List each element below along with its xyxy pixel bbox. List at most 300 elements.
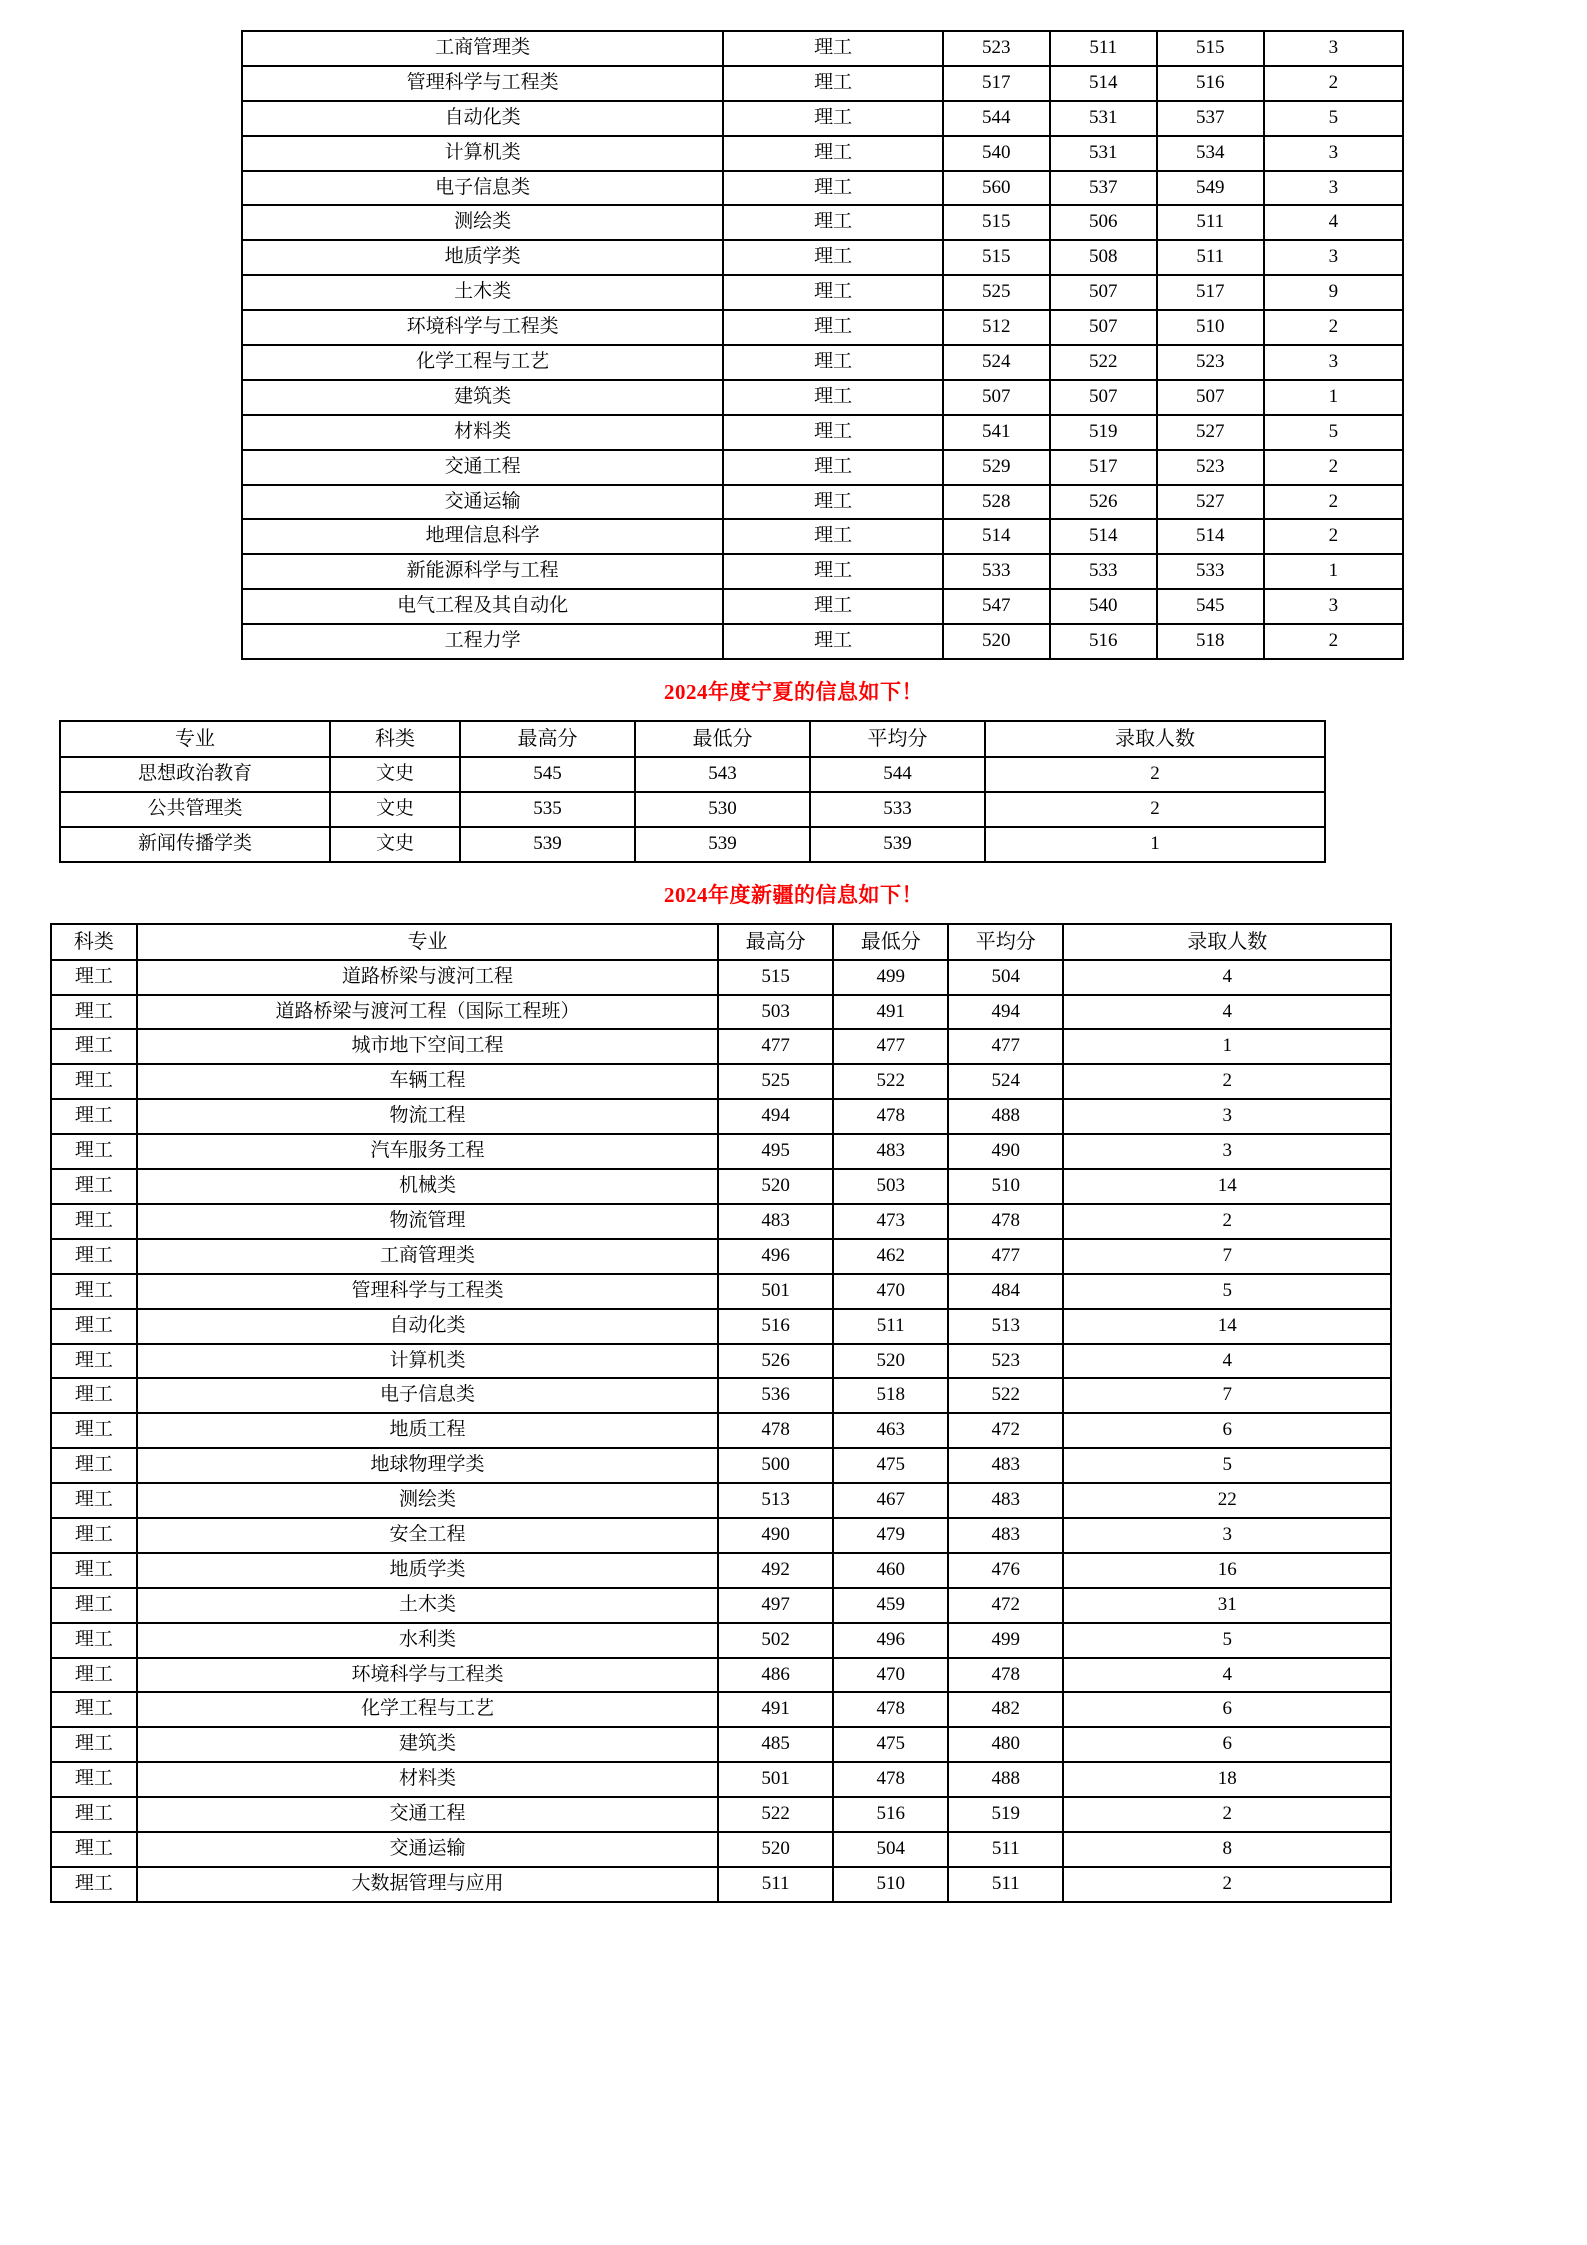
- cell-max-score: 522: [718, 1797, 833, 1832]
- spacer-cell: [30, 995, 51, 1030]
- cell-major: 物流管理: [137, 1204, 718, 1239]
- table-row: [30, 450, 1557, 485]
- spacer-cell: [30, 415, 242, 450]
- col-header-avg: 平均分: [810, 721, 985, 757]
- table-row: [30, 1169, 1557, 1204]
- spacer-cell: [30, 136, 242, 171]
- spacer-cell: [30, 1762, 51, 1797]
- cell-avg-score: 476: [948, 1553, 1063, 1588]
- cell-min-score: 496: [833, 1623, 948, 1658]
- cell-admitted-count: 3: [1264, 589, 1403, 624]
- cell-max-score: 520: [718, 1832, 833, 1867]
- cell-major: 地球物理学类: [137, 1448, 718, 1483]
- table-row: [30, 1029, 1557, 1064]
- cell-kelei: 理工: [51, 1344, 137, 1379]
- cell-avg-score: 539: [810, 827, 985, 862]
- cell-max-score: 515: [943, 205, 1050, 240]
- table-row: [30, 792, 1557, 827]
- table-row: [30, 485, 1557, 520]
- cell-admitted-count: 2: [985, 792, 1325, 827]
- cell-min-score: 470: [833, 1274, 948, 1309]
- table-row: [30, 415, 1557, 450]
- cell-major: 工商管理类: [242, 31, 724, 66]
- spacer-cell: [30, 101, 242, 136]
- cell-major: 安全工程: [137, 1518, 718, 1553]
- cell-kelei: 理工: [723, 205, 942, 240]
- cell-admitted-count: 3: [1264, 171, 1403, 206]
- cell-major: 城市地下空间工程: [137, 1029, 718, 1064]
- cell-kelei: 理工: [51, 1413, 137, 1448]
- table-row: [30, 1588, 1557, 1623]
- spacer-cell: [30, 275, 242, 310]
- cell-max-score: 507: [943, 380, 1050, 415]
- cell-max-score: 515: [943, 240, 1050, 275]
- cell-admitted-count: 2: [985, 757, 1325, 792]
- cell-avg-score: 483: [948, 1518, 1063, 1553]
- table-row: [30, 1797, 1557, 1832]
- table-xinjiang-body: [30, 960, 1557, 1902]
- spacer-cell: [30, 1309, 51, 1344]
- cell-max-score: 523: [943, 31, 1050, 66]
- cell-avg-score: 517: [1157, 275, 1264, 310]
- cell-admitted-count: 4: [1264, 205, 1403, 240]
- col-header-max: 最高分: [718, 924, 833, 960]
- cell-avg-score: 544: [810, 757, 985, 792]
- table-liaoning-body: [30, 31, 1557, 659]
- cell-min-score: 463: [833, 1413, 948, 1448]
- cell-max-score: 516: [718, 1309, 833, 1344]
- cell-major: 化学工程与工艺: [242, 345, 724, 380]
- table-row: [30, 1553, 1557, 1588]
- cell-kelei: 理工: [51, 1099, 137, 1134]
- cell-kelei: 文史: [330, 792, 460, 827]
- cell-admitted-count: 14: [1063, 1309, 1391, 1344]
- table-row: [30, 275, 1557, 310]
- cell-kelei: 文史: [330, 827, 460, 862]
- cell-avg-score: 488: [948, 1762, 1063, 1797]
- cell-min-score: 514: [1050, 519, 1157, 554]
- table-row: [30, 240, 1557, 275]
- cell-max-score: 536: [718, 1378, 833, 1413]
- col-header-min: 最低分: [833, 924, 948, 960]
- spacer-cell: [30, 1274, 51, 1309]
- cell-avg-score: 511: [948, 1867, 1063, 1902]
- cell-admitted-count: 2: [1063, 1867, 1391, 1902]
- cell-major: 大数据管理与应用: [137, 1867, 718, 1902]
- cell-min-score: 459: [833, 1588, 948, 1623]
- cell-major: 电子信息类: [242, 171, 724, 206]
- cell-max-score: 517: [943, 66, 1050, 101]
- cell-kelei: 理工: [51, 1029, 137, 1064]
- cell-admitted-count: 3: [1264, 240, 1403, 275]
- cell-min-score: 504: [833, 1832, 948, 1867]
- cell-admitted-count: 3: [1063, 1518, 1391, 1553]
- spacer-cell: [30, 1692, 51, 1727]
- cell-kelei: 理工: [51, 1588, 137, 1623]
- cell-avg-score: 511: [1157, 240, 1264, 275]
- cell-max-score: 497: [718, 1588, 833, 1623]
- table-row: [30, 1692, 1557, 1727]
- table-row: [30, 1239, 1557, 1274]
- cell-min-score: 511: [833, 1309, 948, 1344]
- cell-major: 思想政治教育: [60, 757, 330, 792]
- cell-max-score: 486: [718, 1658, 833, 1693]
- cell-kelei: 理工: [723, 275, 942, 310]
- table-row: [30, 554, 1557, 589]
- cell-max-score: 513: [718, 1483, 833, 1518]
- top-spacer: [30, 0, 1557, 30]
- cell-kelei: 理工: [51, 1658, 137, 1693]
- cell-max-score: 485: [718, 1727, 833, 1762]
- cell-kelei: 理工: [723, 240, 942, 275]
- cell-avg-score: 516: [1157, 66, 1264, 101]
- cell-kelei: 理工: [723, 485, 942, 520]
- spacer-cell: [30, 1483, 51, 1518]
- table-row: [30, 171, 1557, 206]
- cell-major: 交通运输: [242, 485, 724, 520]
- cell-min-score: 478: [833, 1099, 948, 1134]
- cell-min-score: 507: [1050, 275, 1157, 310]
- cell-major: 地质学类: [242, 240, 724, 275]
- spacer-cell: [30, 450, 242, 485]
- cell-admitted-count: 2: [1264, 310, 1403, 345]
- cell-major: 物流工程: [137, 1099, 718, 1134]
- table-header-row: [30, 721, 1557, 757]
- cell-min-score: 539: [635, 827, 810, 862]
- cell-max-score: 502: [718, 1623, 833, 1658]
- cell-major: 材料类: [242, 415, 724, 450]
- cell-avg-score: 537: [1157, 101, 1264, 136]
- cell-major: 地质工程: [137, 1413, 718, 1448]
- col-header-major: 专业: [60, 721, 330, 757]
- spacer-cell: [30, 1204, 51, 1239]
- cell-min-score: 507: [1050, 310, 1157, 345]
- table-row: [30, 1832, 1557, 1867]
- table-row: [30, 310, 1557, 345]
- cell-max-score: 533: [943, 554, 1050, 589]
- col-header-major: 专业: [137, 924, 718, 960]
- cell-min-score: 506: [1050, 205, 1157, 240]
- cell-kelei: 理工: [723, 624, 942, 659]
- cell-admitted-count: 2: [1063, 1204, 1391, 1239]
- cell-major: 管理科学与工程类: [242, 66, 724, 101]
- cell-min-score: 483: [833, 1134, 948, 1169]
- cell-major: 建筑类: [242, 380, 724, 415]
- cell-avg-score: 511: [1157, 205, 1264, 240]
- cell-kelei: 理工: [51, 1134, 137, 1169]
- cell-kelei: 理工: [51, 1274, 137, 1309]
- cell-admitted-count: 2: [1063, 1797, 1391, 1832]
- cell-max-score: 514: [943, 519, 1050, 554]
- spacer-cell: [30, 240, 242, 275]
- cell-max-score: 477: [718, 1029, 833, 1064]
- spacer-cell: [30, 1134, 51, 1169]
- cell-max-score: 492: [718, 1553, 833, 1588]
- cell-kelei: 理工: [723, 450, 942, 485]
- col-header-count: 录取人数: [1063, 924, 1391, 960]
- table-row: [30, 1099, 1557, 1134]
- cell-kelei: 理工: [51, 1797, 137, 1832]
- cell-kelei: 理工: [723, 519, 942, 554]
- cell-admitted-count: 22: [1063, 1483, 1391, 1518]
- table-row: [30, 380, 1557, 415]
- cell-major: 地质学类: [137, 1553, 718, 1588]
- spacer-cell: [30, 1448, 51, 1483]
- cell-major: 工程力学: [242, 624, 724, 659]
- spacer-cell: [30, 1029, 51, 1064]
- cell-avg-score: 523: [948, 1344, 1063, 1379]
- cell-min-score: 537: [1050, 171, 1157, 206]
- cell-admitted-count: 14: [1063, 1169, 1391, 1204]
- cell-avg-score: 507: [1157, 380, 1264, 415]
- cell-avg-score: 478: [948, 1658, 1063, 1693]
- table-row: [30, 827, 1557, 862]
- table-row: [30, 1134, 1557, 1169]
- cell-major: 土木类: [242, 275, 724, 310]
- cell-avg-score: 545: [1157, 589, 1264, 624]
- cell-max-score: 478: [718, 1413, 833, 1448]
- cell-min-score: 499: [833, 960, 948, 995]
- cell-kelei: 理工: [51, 1832, 137, 1867]
- table-row: [30, 1309, 1557, 1344]
- spacer-cell: [30, 205, 242, 240]
- cell-min-score: 475: [833, 1448, 948, 1483]
- cell-kelei: 理工: [51, 1623, 137, 1658]
- cell-min-score: 507: [1050, 380, 1157, 415]
- col-header-max: 最高分: [460, 721, 635, 757]
- cell-major: 土木类: [137, 1588, 718, 1623]
- table-row: [30, 589, 1557, 624]
- cell-admitted-count: 3: [1264, 345, 1403, 380]
- cell-kelei: 理工: [51, 1309, 137, 1344]
- table-row: [30, 1518, 1557, 1553]
- cell-major: 电子信息类: [137, 1378, 718, 1413]
- cell-avg-score: 478: [948, 1204, 1063, 1239]
- cell-min-score: 473: [833, 1204, 948, 1239]
- cell-kelei: 理工: [723, 66, 942, 101]
- cell-major: 工商管理类: [137, 1239, 718, 1274]
- spacer-cell: [30, 485, 242, 520]
- cell-avg-score: 514: [1157, 519, 1264, 554]
- spacer-cell: [30, 171, 242, 206]
- table-row: [30, 1064, 1557, 1099]
- cell-kelei: 理工: [51, 1239, 137, 1274]
- cell-major: 交通工程: [137, 1797, 718, 1832]
- table-xinjiang: [30, 923, 1557, 1903]
- cell-major: 车辆工程: [137, 1064, 718, 1099]
- table-row: [30, 1274, 1557, 1309]
- col-header-min: 最低分: [635, 721, 810, 757]
- cell-kelei: 理工: [723, 31, 942, 66]
- cell-kelei: 理工: [51, 1378, 137, 1413]
- cell-kelei: 理工: [51, 1169, 137, 1204]
- cell-avg-score: 483: [948, 1483, 1063, 1518]
- cell-avg-score: 504: [948, 960, 1063, 995]
- cell-avg-score: 490: [948, 1134, 1063, 1169]
- cell-major: 计算机类: [137, 1344, 718, 1379]
- table-ningxia-head: [30, 721, 1557, 757]
- spacer-cell: [30, 1099, 51, 1134]
- spacer-cell: [30, 345, 242, 380]
- cell-admitted-count: 2: [1264, 519, 1403, 554]
- cell-avg-score: 477: [948, 1239, 1063, 1274]
- cell-admitted-count: 18: [1063, 1762, 1391, 1797]
- cell-avg-score: 488: [948, 1099, 1063, 1134]
- cell-max-score: 541: [943, 415, 1050, 450]
- cell-major: 环境科学与工程类: [137, 1658, 718, 1693]
- spacer-cell: [30, 589, 242, 624]
- cell-major: 建筑类: [137, 1727, 718, 1762]
- cell-kelei: 理工: [51, 1692, 137, 1727]
- cell-min-score: 530: [635, 792, 810, 827]
- cell-major: 电气工程及其自动化: [242, 589, 724, 624]
- cell-kelei: 理工: [51, 960, 137, 995]
- cell-max-score: 491: [718, 1692, 833, 1727]
- cell-max-score: 520: [718, 1169, 833, 1204]
- cell-kelei: 理工: [51, 1064, 137, 1099]
- cell-avg-score: 515: [1157, 31, 1264, 66]
- cell-avg-score: 494: [948, 995, 1063, 1030]
- cell-avg-score: 513: [948, 1309, 1063, 1344]
- cell-max-score: 545: [460, 757, 635, 792]
- cell-avg-score: 482: [948, 1692, 1063, 1727]
- cell-admitted-count: 2: [1264, 624, 1403, 659]
- cell-min-score: 516: [1050, 624, 1157, 659]
- cell-major: 道路桥梁与渡河工程（国际工程班）: [137, 995, 718, 1030]
- cell-major: 化学工程与工艺: [137, 1692, 718, 1727]
- cell-min-score: 508: [1050, 240, 1157, 275]
- spacer-cell: [30, 1413, 51, 1448]
- cell-max-score: 520: [943, 624, 1050, 659]
- table-row: [30, 519, 1557, 554]
- table-xinjiang-head: [30, 924, 1557, 960]
- spacer-cell: [30, 792, 60, 827]
- cell-kelei: 理工: [51, 1518, 137, 1553]
- cell-avg-score: 518: [1157, 624, 1264, 659]
- cell-max-score: 511: [718, 1867, 833, 1902]
- spacer-cell: [30, 1867, 51, 1902]
- cell-admitted-count: 6: [1063, 1727, 1391, 1762]
- cell-kelei: 理工: [51, 1448, 137, 1483]
- cell-admitted-count: 6: [1063, 1413, 1391, 1448]
- cell-admitted-count: 3: [1063, 1099, 1391, 1134]
- table-row: [30, 1204, 1557, 1239]
- table-row: [30, 1413, 1557, 1448]
- cell-max-score: 525: [943, 275, 1050, 310]
- cell-admitted-count: 4: [1063, 995, 1391, 1030]
- cell-avg-score: 483: [948, 1448, 1063, 1483]
- cell-max-score: 515: [718, 960, 833, 995]
- spacer-cell: [30, 1797, 51, 1832]
- cell-min-score: 478: [833, 1692, 948, 1727]
- section-title-ningxia: 2024年度宁夏的信息如下！: [664, 680, 923, 705]
- cell-admitted-count: 3: [1264, 31, 1403, 66]
- spacer-cell: [30, 1518, 51, 1553]
- table-row: [30, 960, 1557, 995]
- spacer-cell: [30, 310, 242, 345]
- table-row: [30, 345, 1557, 380]
- cell-kelei: 理工: [723, 101, 942, 136]
- cell-kelei: 理工: [51, 1204, 137, 1239]
- cell-max-score: 547: [943, 589, 1050, 624]
- table-ningxia: [30, 720, 1557, 863]
- cell-admitted-count: 2: [1264, 485, 1403, 520]
- cell-major: 测绘类: [242, 205, 724, 240]
- cell-admitted-count: 31: [1063, 1588, 1391, 1623]
- cell-major: 水利类: [137, 1623, 718, 1658]
- table-row: [30, 136, 1557, 171]
- col-header-avg: 平均分: [948, 924, 1063, 960]
- cell-admitted-count: 2: [1264, 450, 1403, 485]
- cell-major: 环境科学与工程类: [242, 310, 724, 345]
- cell-major: 计算机类: [242, 136, 724, 171]
- cell-admitted-count: 6: [1063, 1692, 1391, 1727]
- cell-min-score: 533: [1050, 554, 1157, 589]
- cell-min-score: 540: [1050, 589, 1157, 624]
- cell-major: 测绘类: [137, 1483, 718, 1518]
- cell-max-score: 501: [718, 1762, 833, 1797]
- cell-min-score: 467: [833, 1483, 948, 1518]
- spacer-cell: [30, 721, 60, 757]
- cell-kelei: 理工: [723, 554, 942, 589]
- cell-avg-score: 527: [1157, 485, 1264, 520]
- cell-major: 汽车服务工程: [137, 1134, 718, 1169]
- cell-max-score: 496: [718, 1239, 833, 1274]
- cell-kelei: 理工: [723, 310, 942, 345]
- col-header-kelei: 科类: [330, 721, 460, 757]
- spacer-cell: [30, 1832, 51, 1867]
- table-row: [30, 1623, 1557, 1658]
- spacer-cell: [30, 827, 60, 862]
- cell-major: 新能源科学与工程: [242, 554, 724, 589]
- cell-admitted-count: 3: [1063, 1134, 1391, 1169]
- cell-avg-score: 472: [948, 1413, 1063, 1448]
- spacer-cell: [30, 960, 51, 995]
- spacer-cell: [30, 924, 51, 960]
- col-header-count: 录取人数: [985, 721, 1325, 757]
- cell-min-score: 511: [1050, 31, 1157, 66]
- spacer-cell: [30, 624, 242, 659]
- spacer-cell: [30, 1169, 51, 1204]
- cell-min-score: 514: [1050, 66, 1157, 101]
- cell-kelei: 理工: [723, 380, 942, 415]
- table-row: [30, 1658, 1557, 1693]
- cell-avg-score: 477: [948, 1029, 1063, 1064]
- cell-max-score: 540: [943, 136, 1050, 171]
- cell-avg-score: 472: [948, 1588, 1063, 1623]
- cell-admitted-count: 4: [1063, 960, 1391, 995]
- cell-kelei: 理工: [723, 415, 942, 450]
- cell-major: 自动化类: [242, 101, 724, 136]
- cell-kelei: 文史: [330, 757, 460, 792]
- cell-avg-score: 523: [1157, 450, 1264, 485]
- table-row: [30, 995, 1557, 1030]
- cell-avg-score: 480: [948, 1727, 1063, 1762]
- table-header-row: [30, 924, 1557, 960]
- cell-admitted-count: 2: [1264, 66, 1403, 101]
- table-row: [30, 101, 1557, 136]
- spacer-cell: [30, 66, 242, 101]
- cell-max-score: 495: [718, 1134, 833, 1169]
- cell-max-score: 535: [460, 792, 635, 827]
- cell-kelei: 理工: [723, 589, 942, 624]
- cell-max-score: 560: [943, 171, 1050, 206]
- cell-avg-score: 499: [948, 1623, 1063, 1658]
- spacer-cell: [30, 1239, 51, 1274]
- cell-kelei: 理工: [51, 995, 137, 1030]
- cell-max-score: 525: [718, 1064, 833, 1099]
- table-row: [30, 1344, 1557, 1379]
